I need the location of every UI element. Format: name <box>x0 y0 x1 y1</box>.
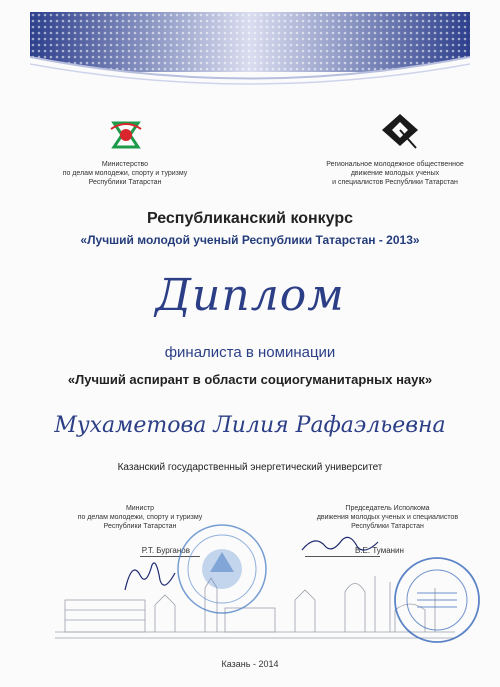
ministry-logo-icon <box>106 115 146 155</box>
chairman-name: В.Е. Туманин <box>355 546 404 555</box>
diploma-heading: Диплом <box>155 270 345 321</box>
chairman-signature <box>300 532 380 556</box>
youth-movement-stamp-icon <box>392 555 482 645</box>
recipient-affiliation: Казанский государственный энергетический университет <box>117 462 383 473</box>
youth-movement-logo-icon <box>378 108 422 152</box>
ministry-stamp-icon <box>175 522 270 617</box>
youth-movement-name: Региональное молодежное общественное движение молодых ученых и специалистов Республики Татарстан <box>326 161 464 186</box>
place-and-year: Казань - 2014 <box>221 659 279 669</box>
recipient-name: Мухаметова Лилия Рафаэльевна <box>54 413 446 438</box>
contest-name: «Лучший молодой ученый Республики Татарстан - 2013» <box>80 233 420 247</box>
minister-name: Р.Т. Бурганов <box>141 546 190 555</box>
minister-title: Министр по делам молодежи, спорту и туризму Республики Татарстан <box>77 505 203 530</box>
ministry-name: Министерство по делам молодежи, спорту и туризму Республики Татарстан <box>62 161 188 186</box>
diploma-subtitle: финалиста в номинации <box>164 344 336 361</box>
contest-title: Республиканский конкурс <box>146 210 354 227</box>
nomination-title: «Лучший аспирант в области социогуманитарных наук» <box>67 372 433 387</box>
signature-line-right <box>305 556 380 557</box>
header-banner <box>30 12 470 92</box>
chairman-title: Председатель Исполкома движения молодых ученых и специалистов Республики Татарстан <box>316 505 459 530</box>
minister-signature <box>120 555 180 595</box>
